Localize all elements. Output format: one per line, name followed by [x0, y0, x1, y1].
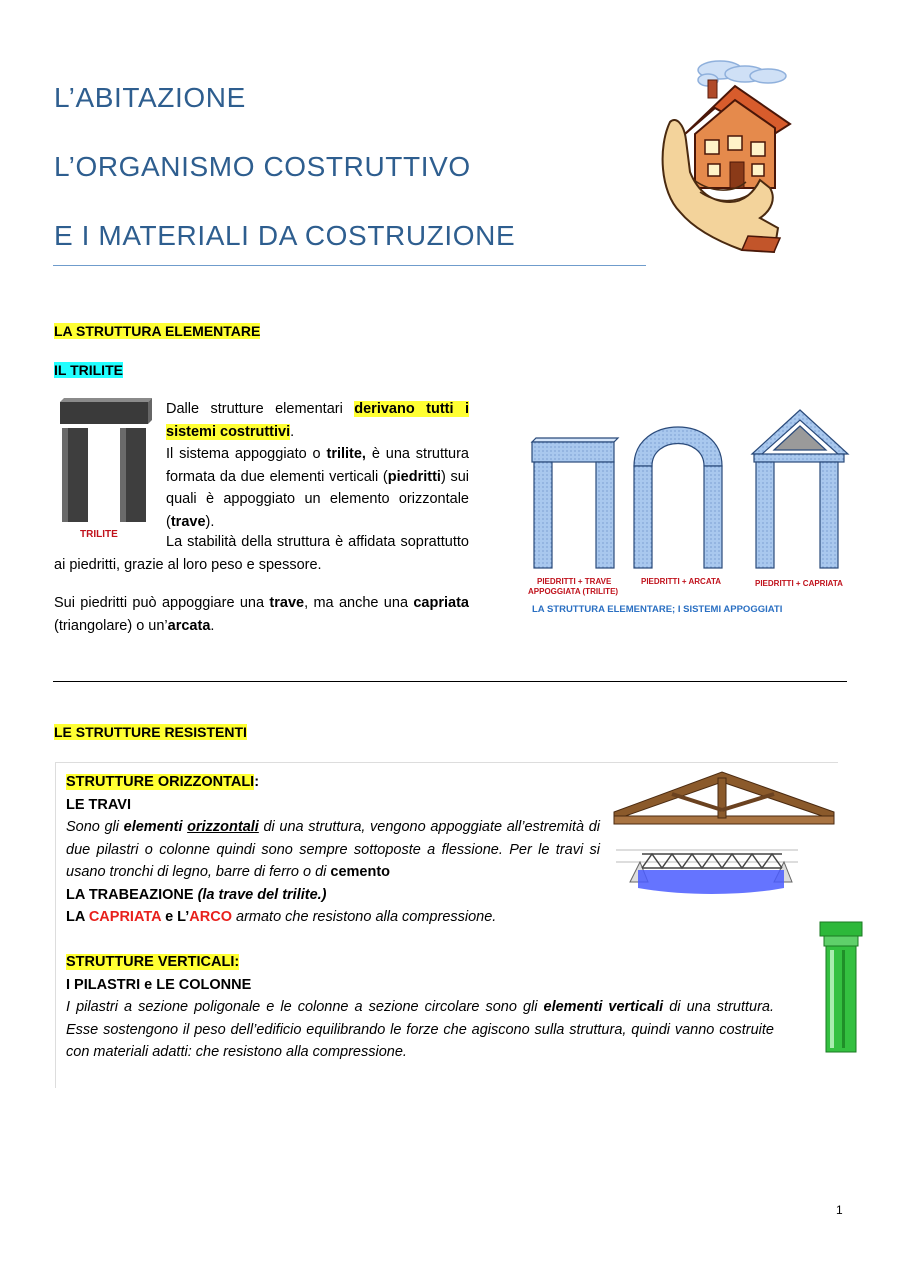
capriata-arco-line: LA CAPRIATA e L’ARCO armato che resistono alla compressione. [66, 909, 497, 925]
label-piedritti-trave-2: APPOGGIATA (TRILITE) [528, 587, 619, 596]
paragraph-intro: Dalle strutture elementari derivano tutti i sistemi costruttivi. Il sistema appoggiato o trilite, è una struttura formata da due elementi verticali (piedritti) sui quali è appoggiato un elemento orizzontale (trave). [166, 401, 469, 530]
title-underline [53, 265, 646, 266]
structural-systems-diagram [522, 406, 852, 622]
trilite-image [56, 396, 156, 542]
paragraph-travi: Sono gli elementi orizzontali di una struttura, vengono appoggiate all’estremità di due pilastri o colonne quindi sono sempre sottoposte a flessione. Per le travi si usano tronchi di legno, barre di ferro o di cemento [66, 819, 600, 880]
subheading-pilastri-colonne: I PILASTRI e LE COLONNE [66, 976, 252, 993]
label-piedritti-arcata: PIEDRITTI + ARCATA [641, 577, 722, 586]
arcata-structure [634, 427, 722, 568]
diagram-caption: LA STRUTTURA ELEMENTARE; I SISTEMI APPOGGIATI [532, 604, 783, 615]
vertical-structures-block [66, 951, 774, 1064]
heading-strutture-verticali: STRUTTURE VERTICALI: [66, 954, 240, 970]
paragraph-stabilita: La stabilità della struttura è affidata soprattutto ai piedritti, grazie al loro peso e spessore. [54, 534, 469, 573]
page-number: 1 [836, 1203, 843, 1217]
house-in-hand-illustration [650, 52, 800, 257]
paragraph-piedritti: Sui piedritti può appoggiare una trave, ma anche una capriata (triangolare) o un’arcata. [54, 595, 469, 634]
section-heading-strutture-resistenti: LE STRUTTURE RESISTENTI [54, 724, 247, 740]
column-illustration [818, 920, 866, 1056]
truss-bridge-illustration [612, 770, 838, 900]
paragraph-pilastri: I pilastri a sezione poligonale e le colonne a sezione circolare sono gli elementi verticali di una struttura. Esse sostengono il peso dell’edificio equilibrando le forze che agiscono sulla struttura, quindi vanno costruite con materiali adatti: che resistono alla compressione. [66, 999, 775, 1060]
title-line-2: L’ORGANISMO COSTRUTTIVO [54, 151, 471, 182]
trilite-caption: TRILITE [80, 529, 118, 540]
subheading-travi: LE TRAVI [66, 796, 131, 813]
section-divider [53, 681, 847, 682]
trabeazione-line: LA TRABEAZIONE (la trave del trilite.) [66, 886, 327, 903]
subheading-trilite: IL TRILITE [54, 362, 123, 378]
horizontal-structures-block [66, 771, 600, 929]
label-piedritti-trave-1: PIEDRITTI + TRAVE [537, 577, 612, 586]
title-line-1: L’ABITAZIONE [54, 82, 246, 113]
label-piedritti-capriata: PIEDRITTI + CAPRIATA [755, 579, 843, 588]
capriata-structure [752, 410, 848, 568]
title-line-3: E I MATERIALI DA COSTRUZIONE [54, 220, 516, 251]
heading-strutture-orizzontali: STRUTTURE ORIZZONTALI: [66, 774, 260, 790]
section-heading-struttura-elementare: LA STRUTTURA ELEMENTARE [54, 323, 261, 339]
trilite-structure [532, 438, 618, 568]
